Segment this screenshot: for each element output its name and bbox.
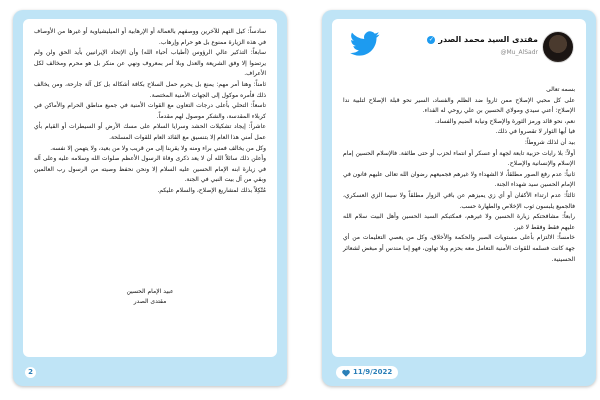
twitter-bird-icon — [350, 31, 380, 57]
post-header — [332, 19, 586, 81]
avatar[interactable] — [542, 31, 574, 63]
post-card-page-1 — [322, 10, 596, 386]
post-panel — [332, 19, 586, 357]
post-paragraph: وأعلن ذلك سائلاً الله أن لا يعد ذكرى وفاة الرسول الأعظم صلوات الله وسلامه عليه وعلى آله في زيارة ابنه الإمام الحسين عليه السلام إلا ونحن نحفظ وصيته من الرسول رب العالمين وبقي من آل بيت النبي في الجنة. — [34, 155, 266, 184]
post-paragraph: عاشراً: إيجاد تشكيلات الحشد وسرايا السلام على مسك الأرض أو السيطرات أو القيام بأي عمل أمني هذا العام إلا بتنسيق مع القائد العام للقوات المسلحة. — [34, 123, 266, 141]
post-paragraph: أولاً: بلا رايات حزبية تابعة لجهة أو عسكر أو انتماء لحزب أو حتى طائفة. فالإسلام الحسين إمام الإسلام والإنسانية والإصلاح. — [343, 149, 575, 168]
account-name-text: مقتدى السيد محمد الصدر — [438, 35, 538, 44]
post-paragraph: نعم، نحو قائد ورمز الثورة والإصلاح ونيابة الضيم والفساد. — [435, 117, 575, 125]
card-footer — [332, 364, 586, 382]
post-date: 11/9/2022 — [353, 368, 393, 376]
post-paragraph: ثالثاً: عدم ارتداء الأكفان أو أي زي يميزهم عن باقي الزوار مطلقاً ولا سيما الزي العسكري، فالجميع يلبسون ثوب الإخلاص والطهارة حسب. — [343, 191, 575, 210]
card-footer — [23, 364, 277, 382]
post-paragraph: بسمه تعالى — [546, 86, 575, 93]
verified-badge-icon: ✓ — [428, 35, 434, 43]
post-paragraph: على كل محبي الإصلاح ممن ثاروا ضد الظلم والفساد، السير نحو قبلة الإصلاح لتلبية ندا الإصلاح: أعني سيدي ومولاي الحسين بن علي روحي له الفداء. — [343, 96, 575, 115]
post-paragraph: رابعاً: مشافحتكم زيارة الحسين ولا غيرهم، فمكتبكم السيد الحسين وأهل البيت سلام الله عليهم فقط وفقط لا غير. — [343, 213, 575, 231]
post-paragraph: بيد أن لذلك شروطاً: — [524, 138, 575, 146]
post-paragraph: مُتّكِلاً بذلك لمشاريع الإصلاح، والسلام عليكم. — [157, 186, 266, 194]
post-card-page-2 — [13, 10, 287, 386]
account-handle[interactable]: @Mu_AlSadr — [500, 49, 538, 56]
post-paragraph: سابعاً: التذكير عالي الرؤوس (أطياب أحياء الله) وأن الإتحاد الإيرانيين بأيد الحق ولن ولم يرتضوا إلا وفق الشريعة والعدل وبلا أمر بمعروف ونهي عن منكر بل هو محرم ومخالف لكل الأعراف. — [34, 49, 266, 78]
signature-line: عبيد الإمام الحسين — [126, 288, 174, 295]
heart-icon — [342, 369, 350, 377]
post-paragraph: خامساً: الالتزام بأعلى مستويات الصبر والحكمة والأخلاق، وكل من يعصي التعليمات من أي جهة كانت فسلمه للقوات الأمنية التعامل معه بحزم وبلا تهاون، فهو إما مندس أو مبغض لشعائر الحسينية. — [343, 234, 575, 263]
post-paragraph: فيا أيها الثوار لا تقصروا في ذلك. — [495, 128, 575, 136]
post-paragraph: ثامناً: وهنا أمر مهم: يمنع بل يحرم حمل السلاح بكافة أشكاله بل كل آلة جارحة، ومن يخالف ذلك فأمره موكول إلى الجهات الأمنية المختصة. — [34, 80, 266, 99]
post-paragraph: سادساً: كيل التهم للآخرين ووصفهم بالعمالة أو الإرهابية أو الميليشياوية أو غيرها من الأوصاف في هذه الزيارة ممنوع بل هو حرام وإرهاب. — [34, 28, 266, 46]
post-panel — [23, 19, 277, 357]
signature — [23, 287, 277, 307]
signature-line: مقتدى الصدر — [133, 298, 167, 305]
date-badge — [336, 366, 398, 379]
post-body — [23, 19, 277, 277]
post-paragraph: تاسعاً: التحلي بأعلى درجات التعاون مع القوات الأمنية في جميع مناطق الحرام والأماكن في كربلاء المقدسة، والشكر موصول لهم مقدماً. — [34, 102, 266, 120]
post-paragraph: ثانياً: عدم رفع الصور مطلقاً، لا الشهداء ولا غيرهم فجميعهم رضوان الله تعالى عليهم فانون في الإمام الحسين سيد شهداء الجنة. — [343, 170, 575, 189]
page-number-badge: 2 — [25, 367, 36, 378]
account-name[interactable] — [427, 35, 538, 44]
post-paragraph: وكل من يخالف فمني براء ومنه ولا يقربنا إلى من قريب ولا من بعيد، ولا يتهمن إلا نفسه. — [50, 144, 266, 152]
post-body — [332, 81, 586, 347]
